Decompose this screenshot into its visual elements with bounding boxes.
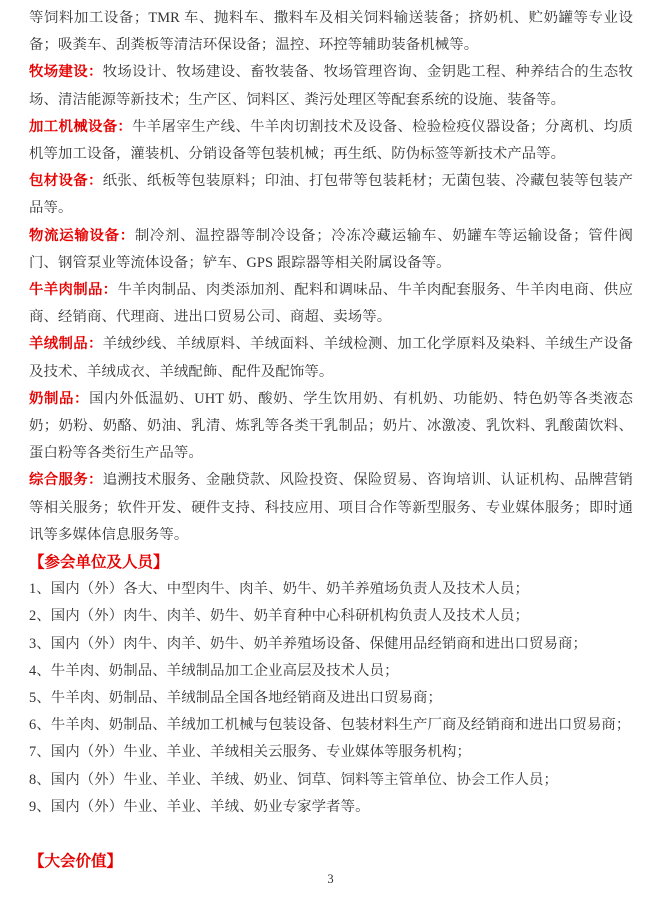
category-paragraphs: [29, 59, 633, 549]
category-label: 综合服务：: [29, 472, 103, 489]
category-paragraph: [29, 114, 633, 168]
category-paragraph: [29, 59, 633, 113]
category-paragraph: [29, 277, 633, 331]
category-paragraph: [29, 168, 633, 222]
attendee-item: 4、牛羊肉、奶制品、羊绒制品加工企业高层及技术人员；: [29, 662, 399, 679]
category-text: 牧场设计、牧场建设、畜牧装备、牧场管理咨询、金钥匙工程、种养结合的生态牧场、清洁能源等新技术；生产区、饲料区、粪污处理区等配套系统的设施、装备等。: [29, 64, 633, 108]
category-text: 追溯技术服务、金融贷款、风险投资、保险贸易、咨询培训、认证机构、品牌营销等相关服务；软件开发、硬件支持、科技应用、项目合作等新型服务、专业媒体服务；即时通讯等多媒体信息服务等。: [29, 472, 633, 543]
page-number: 3: [327, 872, 334, 886]
category-paragraph: [29, 223, 633, 277]
category-paragraph: [29, 386, 633, 468]
attendee-item: 8、国内（外）牛业、羊业、羊绒、奶业、饲草、饲料等主管单位、协会工作人员；: [29, 771, 558, 788]
category-text: 纸张、纸板等包装原料；印油、打包带等包装耗材；无菌包装、冷藏包装等包装产品等。: [29, 173, 633, 217]
attendee-item: 9、国内（外）牛业、羊业、羊绒、奶业专家学者等。: [29, 798, 370, 815]
category-text: 国内外低温奶、UHT 奶、酸奶、学生饮用奶、有机奶、功能奶、特色奶等各类液态奶；奶粉、奶酪、奶油、乳清、炼乳等各类干乳制品；奶片、冰激凌、乳饮料、乳酸菌饮料、蛋白粉等各类衍生产品等。: [29, 390, 633, 462]
category-label: 牛羊肉制品：: [29, 282, 118, 299]
attendees-list: [29, 576, 633, 821]
category-text: 羊绒纱线、羊绒原料、羊绒面料、羊绒检测、加工化学原料及染料、羊绒生产设备及技术、羊绒成衣、羊绒配飾、配件及配饰等。: [29, 336, 633, 380]
category-paragraph: [29, 467, 633, 549]
attendee-item: 2、国内（外）肉牛、肉羊、奶牛、奶羊育种中心科研机构负责人及技术人员；: [29, 608, 529, 625]
attendee-item: 5、牛羊肉、奶制品、羊绒制品全国各地经销商及进出口贸易商；: [29, 690, 443, 707]
category-label: 包材设备：: [29, 173, 103, 190]
attendees-heading: 【参会单位及人员】: [29, 554, 169, 572]
category-paragraph: [29, 331, 633, 385]
attendee-item: 6、牛羊肉、奶制品、羊绒加工机械与包装设备、包装材料生产厂商及经销商和进出口贸易商；: [29, 717, 631, 734]
category-text: 牛羊肉制品、肉类添加剂、配料和调味品、牛羊肉配套服务、牛羊肉电商、供应商、经销商、代理商、进出口贸易公司、商超、卖场等。: [29, 282, 633, 326]
category-label: 奶制品：: [29, 390, 90, 407]
attendee-item: 7、国内（外）牛业、羊业、羊绒相关云服务、专业媒体等服务机构；: [29, 744, 472, 761]
value-heading: 【大会价值】: [29, 853, 123, 871]
category-text: 制冷剂、温控器等制冷设备；冷冻冷藏运输车、奶罐车等运输设备；管件阀门、钢管泵业等流体设备；铲车、GPS 跟踪器等相关附属设备等。: [29, 227, 633, 271]
category-label: 物流运输设备：: [29, 227, 135, 244]
attendee-item: 1、国内（外）各大、中型肉牛、肉羊、奶牛、奶羊养殖场负责人及技术人员；: [29, 581, 529, 598]
category-label: 羊绒制品：: [29, 336, 103, 353]
category-label: 加工机械设备：: [29, 118, 133, 135]
attendee-item: 3、国内（外）肉牛、肉羊、奶牛、奶羊养殖场设备、保健用品经销商和进出口贸易商；: [29, 635, 587, 652]
category-label: 牧场建设：: [29, 64, 103, 81]
paragraph-continuation: 等饲料加工设备；TMR 车、抛料车、撒料车及相关饲料输送装备；挤奶机、贮奶罐等专业设备；吸粪车、刮粪板等清洁环保设备；温控、环控等辅助装备机械等。: [29, 10, 633, 54]
category-text: 牛羊屠宰生产线、牛羊肉切割技术及设备、检验检疫仪器设备；分离机、均质机等加工设备，灌装机、分销设备等包装机械；再生纸、防伪标签等新技术产品等。: [29, 118, 634, 163]
